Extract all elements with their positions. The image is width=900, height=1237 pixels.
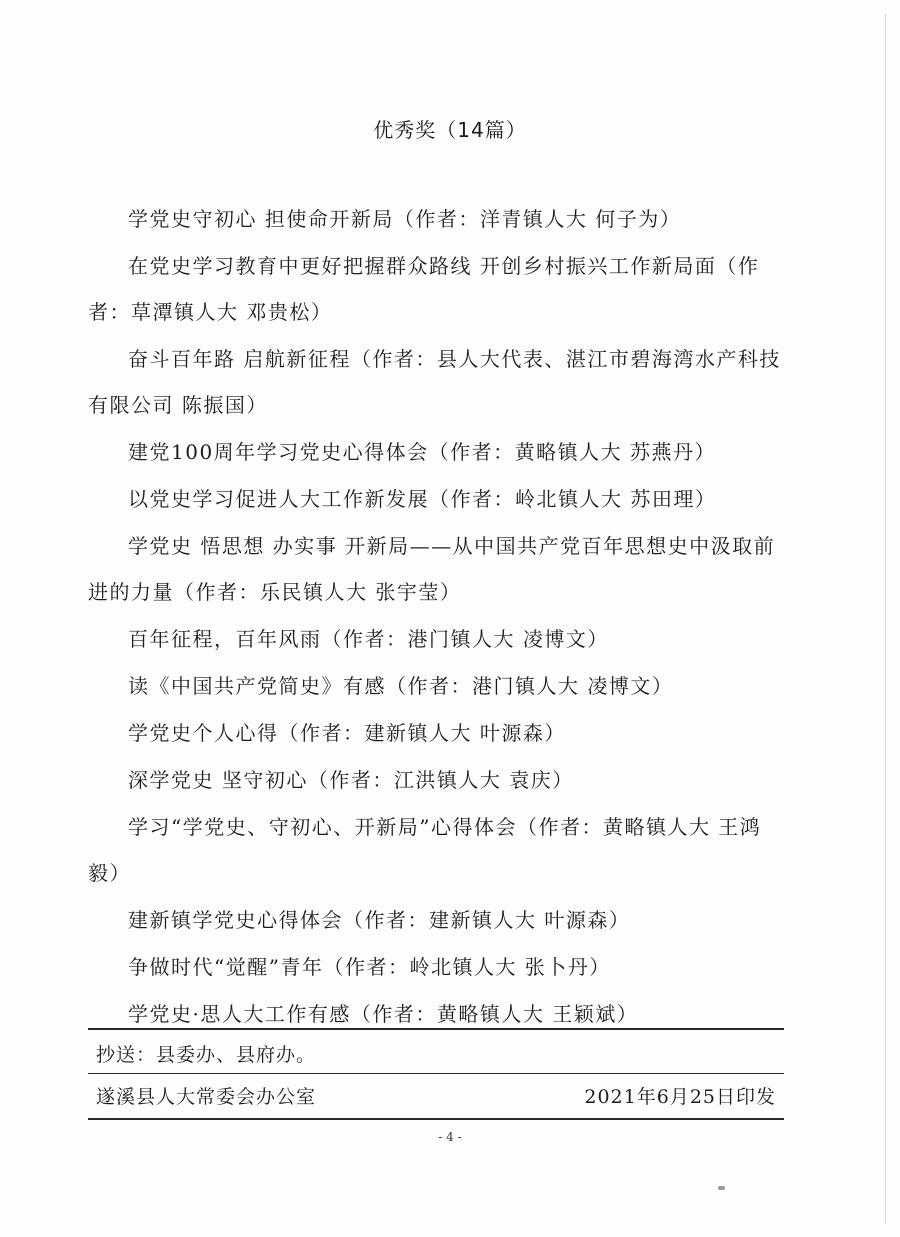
issue-date: 2021年6月25日印发 bbox=[584, 1086, 776, 1108]
award-entry: 学党史 悟思想 办实事 开新局——从中国共产党百年思想史中汲取前进的力量（作者：乐民镇人大 张宇莹） bbox=[88, 534, 776, 604]
award-entry: 建党100周年学习党史心得体会（作者：黄略镇人大 苏燕丹） bbox=[128, 440, 717, 464]
footer-middle-rule bbox=[88, 1073, 784, 1074]
award-entry: 深学党史 坚守初心（作者：江洪镇人大 袁庆） bbox=[128, 768, 574, 792]
award-entry: 奋斗百年路 启航新征程（作者：县人大代表、湛江市碧海湾水产科技有限公司 陈振国） bbox=[88, 347, 781, 417]
footer-top-rule bbox=[88, 1028, 784, 1030]
award-entry: 以党史学习促进人大工作新发展（作者：岭北镇人大 苏田理） bbox=[128, 487, 717, 511]
award-entry: 学习“学党史、守初心、开新局”心得体会（作者：黄略镇人大 王鸿毅） bbox=[88, 815, 762, 885]
award-entry: 在党史学习教育中更好把握群众路线 开创乡村振兴工作新局面（作者：草潭镇人大 邓贵松） bbox=[88, 254, 760, 324]
award-entry: 建新镇学党史心得体会（作者：建新镇人大 叶源森） bbox=[128, 908, 631, 932]
award-entry: 百年征程，百年风雨（作者：港门镇人大 凌博文） bbox=[128, 627, 609, 651]
scan-edge-line bbox=[885, 14, 886, 1224]
award-entry: 学党史·思人大工作有感（作者：黄略镇人大 王颖斌） bbox=[128, 1002, 639, 1026]
issuer: 遂溪县人大常委会办公室 bbox=[96, 1086, 317, 1108]
award-entry: 学党史个人心得（作者：建新镇人大 叶源森） bbox=[128, 721, 566, 745]
page-number: - 4 - bbox=[438, 1130, 462, 1144]
award-entry: 争做时代“觉醒”青年（作者：岭北镇人大 张卜丹） bbox=[128, 955, 611, 979]
scan-speck bbox=[718, 1186, 725, 1190]
cc-line: 抄送：县委办、县府办。 bbox=[96, 1044, 317, 1066]
footer-bottom-rule bbox=[88, 1118, 784, 1120]
award-list bbox=[88, 196, 788, 1038]
section-title: 优秀奖（14篇） bbox=[373, 118, 527, 142]
award-entry: 学党史守初心 担使命开新局（作者：洋青镇人大 何子为） bbox=[128, 207, 682, 231]
award-entry: 读《中国共产党简史》有感（作者：港门镇人大 凌博文） bbox=[128, 674, 674, 698]
